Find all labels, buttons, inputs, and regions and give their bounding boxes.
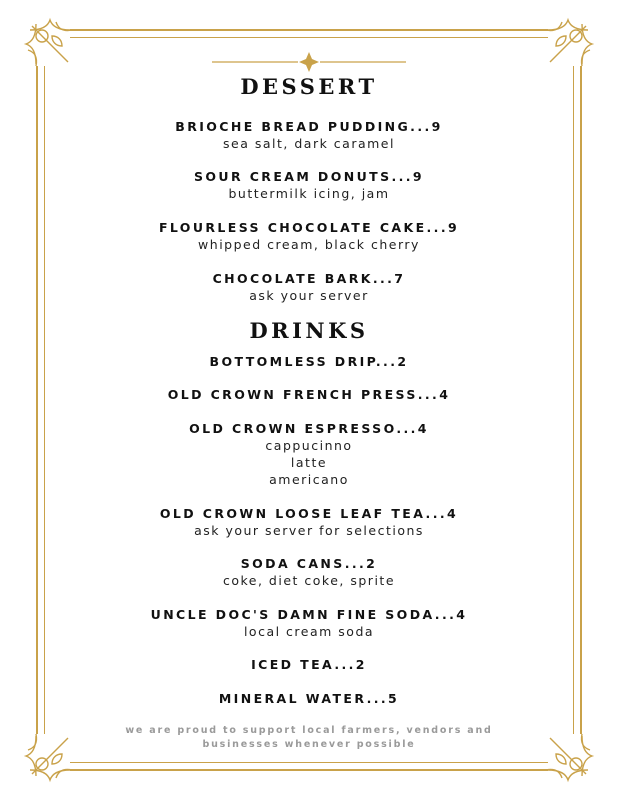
- drinks-heading: DRINKS: [249, 318, 369, 343]
- menu-item-name: BOTTOMLESS DRIP...2: [209, 354, 409, 369]
- menu-item: [0, 420, 618, 488]
- menu-item: [0, 656, 618, 673]
- menu-item: [0, 606, 618, 640]
- menu-item-name: SOUR CREAM DONUTS...9: [193, 169, 425, 184]
- menu-item: [0, 555, 618, 589]
- menu-item-name: FLOURLESS CHOCOLATE CAKE...9: [158, 220, 460, 235]
- menu-item: [0, 690, 618, 707]
- frame-bottom-inner: [70, 762, 548, 763]
- menu-item-name: OLD CROWN LOOSE LEAF TEA...4: [159, 506, 459, 521]
- menu-item-name: ICED TEA...2: [251, 657, 367, 672]
- menu-item-desc: coke, diet coke, sprite: [222, 573, 396, 588]
- menu-item-name: CHOCOLATE BARK...7: [212, 271, 406, 286]
- menu-item-desc: whipped cream, black cherry: [198, 237, 420, 252]
- menu-item: [0, 353, 618, 370]
- footer-line: we are proud to support local farmers, vendors and: [125, 725, 493, 736]
- menu-item-desc: sea salt, dark caramel: [223, 136, 395, 151]
- menu-item-desc: local cream soda: [243, 624, 375, 639]
- menu-item: [0, 118, 618, 152]
- dessert-heading: DESSERT: [240, 74, 378, 99]
- menu-item-desc: buttermilk icing, jam: [228, 186, 390, 201]
- footer-line: businesses whenever possible: [202, 739, 416, 750]
- menu-item-desc: ask your server for selections: [194, 523, 424, 538]
- menu-item: [0, 505, 618, 539]
- menu-item-name: UNCLE DOC'S DAMN FINE SODA...4: [150, 607, 468, 622]
- menu-item-name: SODA CANS...2: [240, 556, 378, 571]
- menu-item-name: MINERAL WATER...5: [218, 691, 400, 706]
- menu-item-desc: ask your server: [249, 288, 369, 303]
- menu-item-name: BRIOCHE BREAD PUDDING...9: [175, 119, 443, 134]
- menu-item-name: OLD CROWN FRENCH PRESS...4: [167, 387, 451, 402]
- frame-bottom-outer: [70, 769, 548, 771]
- menu-item: [0, 219, 618, 253]
- menu-item-desc: latte: [290, 455, 328, 470]
- menu-item: [0, 168, 618, 202]
- menu-item: [0, 386, 618, 403]
- menu-item-desc: americano: [269, 472, 349, 487]
- frame-top-outer: [70, 29, 548, 31]
- header-star-ornament-icon: [0, 50, 618, 74]
- footer-note: [0, 724, 618, 752]
- menu-item-name: OLD CROWN ESPRESSO...4: [189, 421, 429, 436]
- menu-item-desc: cappucinno: [265, 438, 353, 453]
- frame-top-inner: [70, 37, 548, 38]
- menu-item: [0, 270, 618, 304]
